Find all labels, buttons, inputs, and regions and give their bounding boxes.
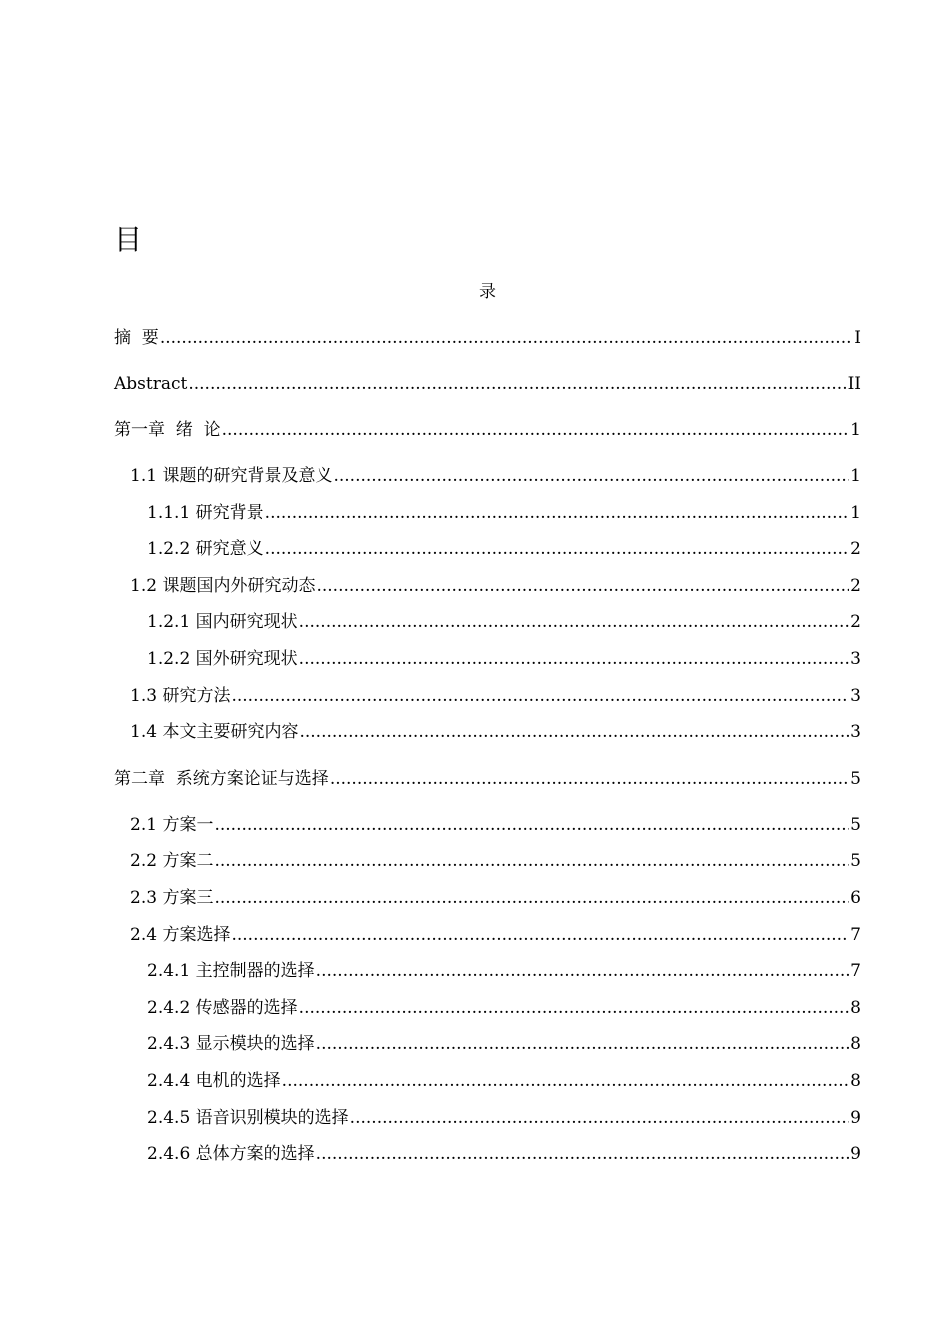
toc-entry-label: 2.4.5 语音识别模块的选择 <box>147 1108 349 1128</box>
toc-entry-label: 2.4 方案选择 <box>130 925 231 945</box>
toc-entry-1-1-1[interactable] <box>147 501 861 525</box>
toc-entry-page: 1 <box>850 420 861 440</box>
dot-leader <box>316 1142 850 1166</box>
toc-entry-page: 2 <box>850 576 861 596</box>
toc-entry-2-4-3[interactable] <box>147 1032 861 1056</box>
toc-entry-chapter-2[interactable] <box>114 767 861 791</box>
toc-entry-label: 2.4.6 总体方案的选择 <box>147 1144 315 1164</box>
toc-entry-page: 8 <box>850 1071 861 1091</box>
toc-entry-page: 8 <box>850 998 861 1018</box>
toc-entry-1-2-2a[interactable] <box>147 537 861 561</box>
toc-entry-1-2-2b[interactable] <box>147 647 861 671</box>
toc-entry-label: 2.3 方案三 <box>130 888 214 908</box>
toc-entry-abstract-en[interactable] <box>114 372 861 396</box>
toc-title-second-char: 录 <box>479 282 496 302</box>
toc-entry-page: 3 <box>850 686 861 706</box>
toc-entry-1-1[interactable] <box>130 464 861 488</box>
toc-entry-label: 1.2.1 国内研究现状 <box>147 612 298 632</box>
toc-entry-1-4[interactable] <box>130 720 861 744</box>
toc-entry-page: I <box>854 328 861 348</box>
dot-leader <box>214 849 849 873</box>
toc-entry-label: 2.4.4 电机的选择 <box>147 1071 281 1091</box>
dot-leader <box>316 959 850 983</box>
toc-entry-label: 1.4 本文主要研究内容 <box>130 722 299 742</box>
dot-leader <box>316 1032 850 1056</box>
toc-entry-2-4-6[interactable] <box>147 1142 861 1166</box>
dot-leader <box>222 418 850 442</box>
toc-entry-label: 第一章 绪 论 <box>114 420 221 440</box>
toc-entry-page: 3 <box>850 722 861 742</box>
toc-title-first-char: 目 <box>114 223 143 256</box>
toc-entry-label: Abstract <box>114 374 188 394</box>
dot-leader <box>231 684 849 708</box>
toc-entry-label: 2.1 方案一 <box>130 815 214 835</box>
toc-entry-page: 1 <box>850 466 861 486</box>
toc-entry-2-4-5[interactable] <box>147 1106 861 1130</box>
toc-entry-page: II <box>847 374 861 394</box>
toc-entry-page: 5 <box>850 851 861 871</box>
toc-entry-abstract-cn[interactable] <box>114 326 861 350</box>
dot-leader <box>214 886 849 910</box>
dot-leader <box>160 326 853 350</box>
toc-entry-2-4[interactable] <box>130 923 861 947</box>
toc-entry-page: 9 <box>850 1108 861 1128</box>
toc-entry-label: 摘 要 <box>114 328 159 348</box>
toc-entry-label: 1.3 研究方法 <box>130 686 231 706</box>
toc-entry-label: 1.1.1 研究背景 <box>147 503 264 523</box>
toc-entry-label: 2.4.3 显示模块的选择 <box>147 1034 315 1054</box>
toc-entry-2-4-2[interactable] <box>147 996 861 1020</box>
dot-leader <box>214 813 849 837</box>
toc-entry-2-4-4[interactable] <box>147 1069 861 1093</box>
dot-leader <box>299 647 850 671</box>
toc-entry-page: 8 <box>850 1034 861 1054</box>
toc-entry-page: 7 <box>850 925 861 945</box>
dot-leader <box>265 537 850 561</box>
toc-entry-label: 1.2.2 研究意义 <box>147 539 264 559</box>
dot-leader <box>299 996 850 1020</box>
toc-entry-2-4-1[interactable] <box>147 959 861 983</box>
toc-entry-page: 5 <box>850 769 861 789</box>
dot-leader <box>282 1069 850 1093</box>
toc-entry-2-2[interactable] <box>130 849 861 873</box>
toc-entry-label: 1.2 课题国内外研究动态 <box>130 576 316 596</box>
toc-entry-1-2-1[interactable] <box>147 610 861 634</box>
toc-entry-chapter-1[interactable] <box>114 418 861 442</box>
toc-entry-label: 1.1 课题的研究背景及意义 <box>130 466 333 486</box>
toc-entry-label: 2.2 方案二 <box>130 851 214 871</box>
dot-leader <box>231 923 849 947</box>
toc-entry-1-3[interactable] <box>130 684 861 708</box>
dot-leader <box>299 720 849 744</box>
toc-entry-page: 1 <box>850 503 861 523</box>
toc-entry-page: 2 <box>850 612 861 632</box>
toc-entry-page: 2 <box>850 539 861 559</box>
toc-entry-label: 第二章 系统方案论证与选择 <box>114 769 329 789</box>
toc-entry-2-3[interactable] <box>130 886 861 910</box>
toc-entry-label: 2.4.2 传感器的选择 <box>147 998 298 1018</box>
table-of-contents <box>114 0 861 1344</box>
toc-entry-label: 1.2.2 国外研究现状 <box>147 649 298 669</box>
toc-entry-page: 5 <box>850 815 861 835</box>
dot-leader <box>316 574 849 598</box>
dot-leader <box>265 501 850 525</box>
toc-entry-page: 6 <box>850 888 861 908</box>
dot-leader <box>330 767 849 791</box>
toc-entry-2-1[interactable] <box>130 813 861 837</box>
toc-entry-page: 7 <box>850 961 861 981</box>
toc-entry-1-2[interactable] <box>130 574 861 598</box>
dot-leader <box>299 610 850 634</box>
dot-leader <box>350 1106 850 1130</box>
dot-leader <box>333 464 849 488</box>
toc-entry-page: 9 <box>850 1144 861 1164</box>
dot-leader <box>188 372 846 396</box>
toc-entry-page: 3 <box>850 649 861 669</box>
toc-entry-label: 2.4.1 主控制器的选择 <box>147 961 315 981</box>
